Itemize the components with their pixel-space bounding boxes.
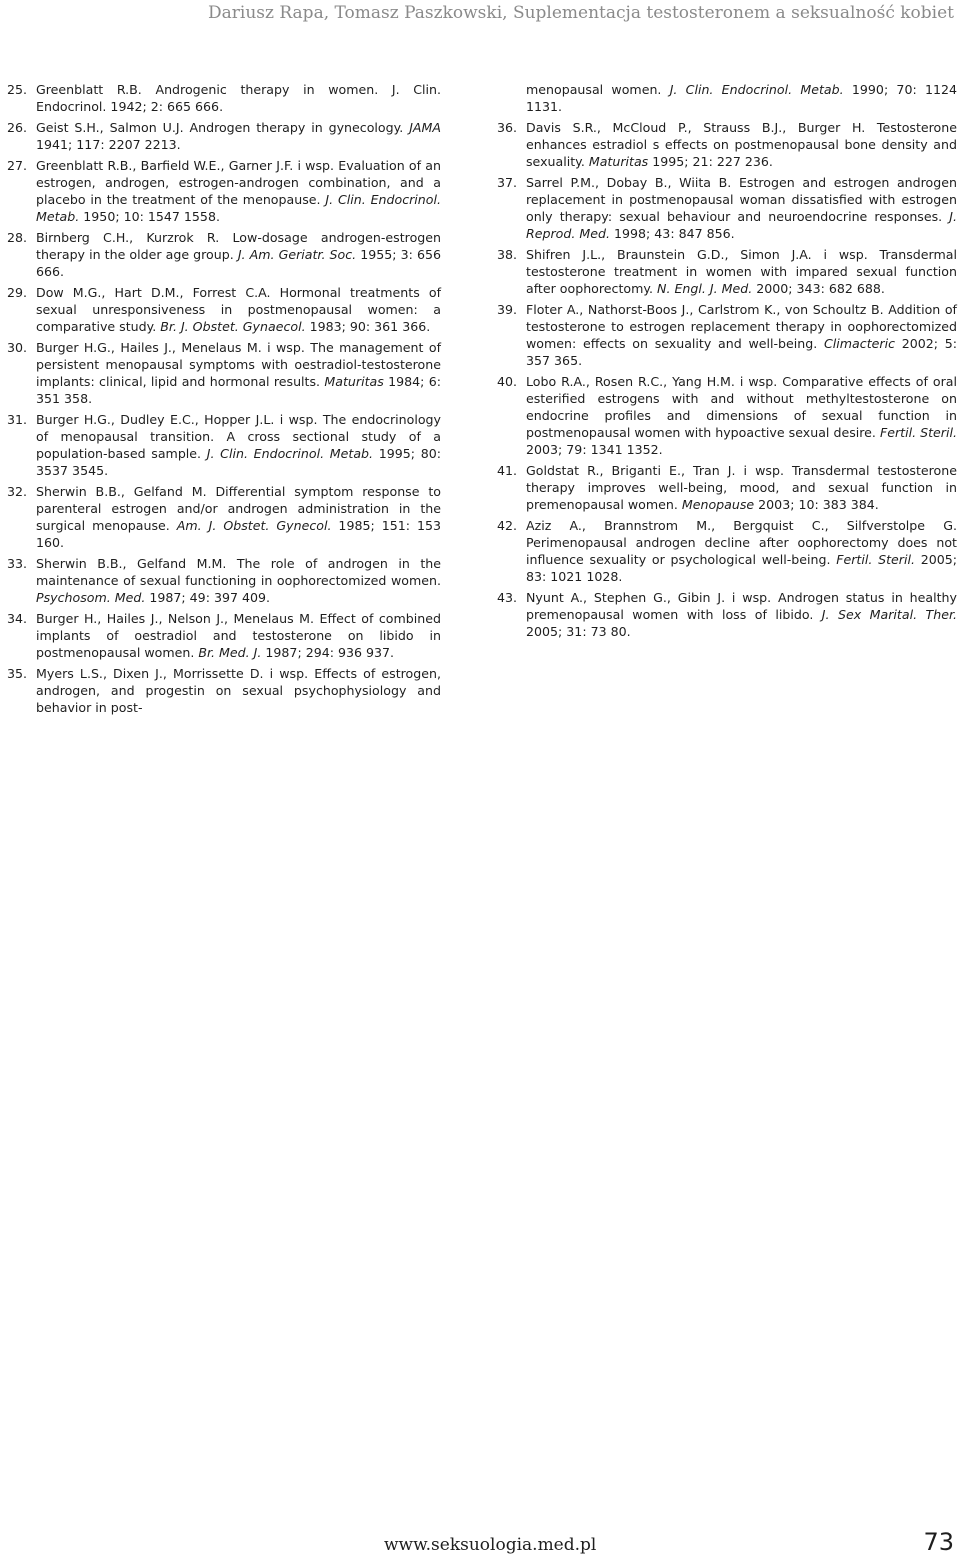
reference-33 [7, 555, 441, 606]
reference-number: 35. [7, 665, 28, 681]
reference-number: 26. [7, 119, 28, 135]
left-column [7, 81, 441, 720]
reference-36 [497, 119, 957, 170]
reference-number: 31. [7, 411, 28, 427]
reference-citation: 1987; 294: 936 937. [261, 645, 395, 661]
journal-title: Br. J. Obstet. Gynaecol. [160, 318, 306, 334]
reference-text: Floter A., Nathorst-Boos J., Carlstrom K., von Schoultz B. Addition of testosterone to estrogen replacement therapy in oophorectomized women: effects on sexuality and well-being. [526, 301, 957, 352]
reference-number: 41. [497, 463, 518, 479]
reference-34 [7, 610, 441, 661]
reference-citation: 1995; 21: 227 236. [648, 154, 773, 170]
reference-citation: 2000; 343: 682 688. [752, 281, 885, 297]
reference-text: Sarrel P.M., Dobay B., Wiita B. Estrogen and estrogen androgen replacement in postmenopausal woman dissatisfied with estrogen only therapy: sexual behaviour and neuroendocrine responses. [526, 174, 957, 225]
reference-text: Myers L.S., Dixen J., Morrissette D. i wsp. Effects of estrogen, androgen, and progestin on sexual psychophysiology and behavior in post- [36, 665, 441, 716]
reference-number: 28. [7, 229, 28, 245]
reference-text: Lobo R.A., Rosen R.C., Yang H.M. i wsp. Comparative effects of oral esterified estrogens with and without methyltestosterone on endocrine profiles and dimensions of sexual function in postmenopausal women with hypoactive sexual desire. [526, 373, 957, 441]
reference-number: 34. [7, 610, 28, 626]
journal-title: J. Clin. Endocrinol. Metab. [669, 82, 844, 97]
reference-number: 27. [7, 157, 28, 173]
footer-url: www.seksuologia.med.pl [384, 1535, 597, 1555]
reference-citation: 1985; 151: 153 160. [36, 518, 441, 551]
reference-citation: 2005; 83: 1021 1028. [526, 552, 957, 585]
reference-number: 38. [497, 246, 518, 262]
reference-number: 43. [497, 590, 518, 606]
reference-26 [7, 119, 441, 153]
reference-27 [7, 157, 441, 225]
reference-citation: 2003; 79: 1341 1352. [526, 442, 663, 458]
journal-title: J. Clin. Endocrinol. Metab. [36, 191, 441, 225]
reference-number: 30. [7, 339, 28, 355]
reference-text: Birnberg C.H., Kurzrok R. Low-dosage androgen-estrogen therapy in the older age group. [36, 229, 441, 262]
reference-citation: 1941; 117: 2207 2213. [36, 136, 181, 152]
reference-citation: 2002; 5: 357 365. [526, 336, 957, 369]
journal-title: Br. Med. J. [198, 645, 262, 661]
journal-title: Psychosom. Med. [36, 590, 146, 606]
reference-citation: 1983; 90: 361 366. [305, 318, 431, 334]
reference-number: 40. [497, 373, 518, 389]
reference-citation: 1987; 49: 397 409. [145, 590, 271, 606]
reference-text: Nyunt A., Stephen G., Gibin J. i wsp. Androgen status in healthy premenopausal women with loss of libido. [526, 590, 957, 623]
page-number: 73 [923, 1528, 954, 1556]
reference-37 [497, 174, 957, 242]
journal-title: J. Am. Geriatr. Soc. [237, 246, 357, 262]
reference-28 [7, 229, 441, 280]
journal-title: Am. J. Obstet. Gynecol. [176, 518, 332, 534]
reference-32 [7, 483, 441, 551]
journal-title: J. Reprod. Med. [526, 209, 957, 242]
journal-title: Maturitas [324, 373, 384, 389]
reference-citation: 2005; 31: 73 80. [526, 624, 631, 640]
reference-number: 29. [7, 284, 28, 300]
reference-citation: 1950; 10: 1547 1558. [79, 209, 220, 225]
journal-title: JAMA [409, 119, 441, 135]
reference-25 [7, 81, 441, 115]
reference-number: 36. [497, 119, 518, 135]
reference-30 [7, 339, 441, 407]
reference-31 [7, 411, 441, 479]
reference-text: Burger H.G., Hailes J., Menelaus M. i wsp. The management of persistent menopausal symptoms with oestradiol-testosterone implants: clinical, lipid and hormonal results. [36, 339, 441, 389]
reference-citation: 1990; 70: 1124 1131. [526, 82, 958, 115]
reference-text: menopausal women. [526, 82, 670, 97]
journal-title: J. Sex Marital. Ther. [821, 607, 957, 623]
journal-title: Menopause [681, 497, 755, 513]
reference-text: Burger H., Hailes J., Nelson J., Menelaus M. Effect of combined implants of oestradiol and testosterone on libido in postmenopausal women. [36, 610, 441, 661]
journal-title: J. Clin. Endocrinol. Metab. [206, 446, 374, 461]
reference-text: Sherwin B.B., Gelfand M.M. The role of androgen in the maintenance of sexual functioning in oophorectomized women. [36, 555, 441, 589]
reference-citation: 2003; 10: 383 384. [754, 497, 879, 513]
reference-number: 39. [497, 301, 518, 317]
reference-39 [497, 301, 957, 369]
right-column [497, 81, 957, 644]
reference-citation: 1995; 80: 3537 3545. [36, 446, 441, 479]
reference-number: 25. [7, 82, 28, 97]
reference-35-continued [497, 81, 957, 115]
reference-42 [497, 517, 957, 585]
reference-number: 37. [497, 174, 518, 190]
reference-35 [7, 665, 441, 716]
reference-citation: 1998; 43: 847 856. [610, 226, 735, 242]
journal-title: Fertil. Steril. [836, 552, 915, 568]
running-header: Dariusz Rapa, Tomasz Paszkowski, Suplementacja testosteronem a seksualność kobiet [208, 3, 954, 23]
journal-title: N. Engl. J. Med. [657, 281, 753, 297]
reference-38 [497, 246, 957, 297]
reference-number: 33. [7, 555, 28, 571]
reference-text: Goldstat R., Briganti E., Tran J. i wsp. Transdermal testosterone therapy improves well-being, mood, and sexual function in premenopausal women. [526, 463, 957, 513]
reference-text: Sherwin B.B., Gelfand M. Differential symptom response to parenteral estrogen and/or androgen administration in the surgical menopause. [36, 483, 441, 534]
reference-text: Geist S.H., Salmon U.J. Androgen therapy in gynecology. [36, 119, 410, 135]
journal-title: Maturitas [588, 154, 649, 170]
reference-text: Greenblatt R.B., Barfield W.E., Garner J.F. i wsp. Evaluation of an estrogen, androgen, estrogen-androgen combination, and a placebo in the treatment of the menopause. [36, 157, 441, 207]
reference-text: Aziz A., Brannstrom M., Bergquist C., Silfverstolpe G. Perimenopausal androgen decline after oophorectomy does not influence sexuality or psychological well-being. [526, 518, 957, 568]
reference-text: Shifren J.L., Braunstein G.D., Simon J.A. i wsp. Transdermal testosterone treatment in women with impared sexual function after oophorectomy. [526, 246, 957, 297]
reference-40 [497, 373, 957, 458]
reference-43 [497, 589, 957, 640]
reference-text: Greenblatt R.B. Androgenic therapy in women. J. Clin. Endocrinol. 1942; 2: 665 666. [36, 82, 441, 115]
journal-title: Climacteric [824, 336, 895, 352]
journal-title: Fertil. Steril. [879, 425, 957, 441]
reference-citation: 1955; 3: 656 666. [36, 246, 441, 279]
reference-text: Dow M.G., Hart D.M., Forrest C.A. Hormonal treatments of sexual unresponsiveness in postmenopausal women: a comparative study. [36, 284, 441, 334]
reference-number: 32. [7, 483, 28, 499]
reference-41 [497, 462, 957, 513]
reference-text: Burger H.G., Dudley E.C., Hopper J.L. i wsp. The endocrinology of menopausal transition. A cross sectional study of a population-based sample. [36, 411, 441, 461]
reference-text: Davis S.R., McCloud P., Strauss B.J., Burger H. Testosterone enhances estradiol s effects on postmenopausal bone density and sexuality. [526, 119, 957, 170]
reference-number: 42. [497, 518, 518, 534]
reference-citation: 1984; 6: 351 358. [36, 373, 441, 407]
reference-29 [7, 284, 441, 335]
